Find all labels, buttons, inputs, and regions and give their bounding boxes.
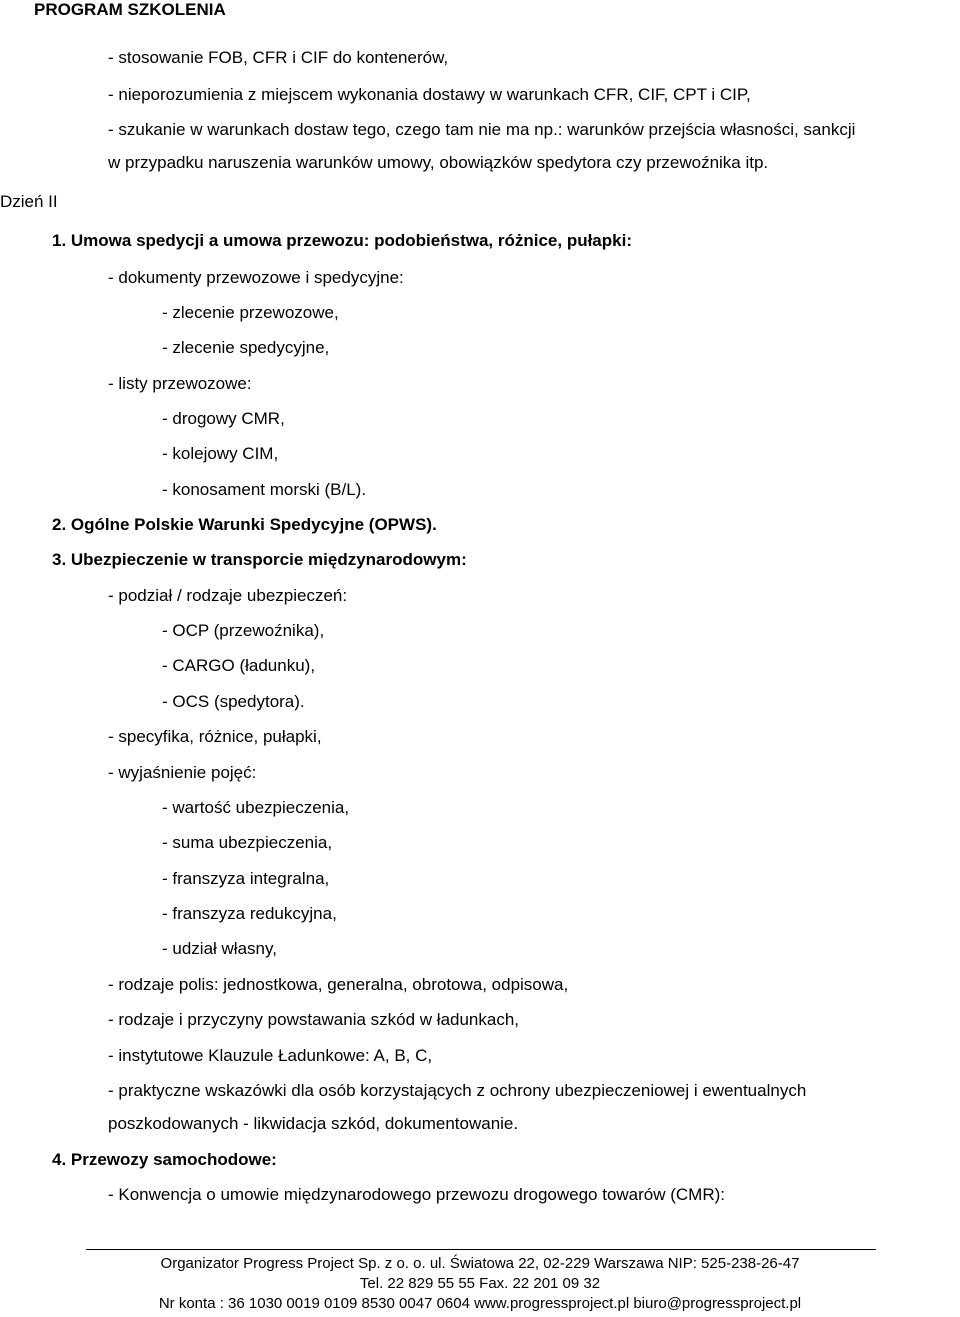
list-item: - konosament morski (B/L). [162,480,367,499]
list-item: - udział własny, [162,939,277,958]
list-item: - rodzaje i przyczyny powstawania szkód w ładunkach, [108,1010,520,1029]
footer-account: Nr konta : 36 1030 0019 0109 8530 0047 0604 www.progressproject.pl biuro@progressproject.pl [158,1295,802,1312]
list-item: - drogowy CMR, [162,409,285,428]
section-heading: 4. Przewozy samochodowe: [52,1150,277,1169]
list-item: poszkodowanych - likwidacja szkód, dokumentowanie. [108,1114,519,1133]
list-item: - franszyza integralna, [162,869,330,888]
footer-divider [86,1249,876,1250]
section-heading: 1. Umowa spedycji a umowa przewozu: podobieństwa, różnice, pułapki: [52,231,632,250]
intro-item: - stosowanie FOB, CFR i CIF do kontenerów, [108,48,449,67]
section-heading: 2. Ogólne Polskie Warunki Spedycyjne (OPWS). [52,515,437,534]
list-item: - zlecenie przewozowe, [162,303,339,322]
list-item: - Konwencja o umowie międzynarodowego przewozu drogowego towarów (CMR): [108,1185,726,1204]
footer-contact: Tel. 22 829 55 55 Fax. 22 201 09 32 [359,1275,601,1292]
intro-item: - szukanie w warunkach dostaw tego, czego tam nie ma np.: warunków przejścia własności, sankcji [108,120,856,139]
list-item: - instytutowe Klauzule Ładunkowe: A, B, C, [108,1046,433,1065]
list-item: - podział / rodzaje ubezpieczeń: [108,586,348,605]
section-heading: 3. Ubezpieczenie w transporcie międzynarodowym: [52,550,467,569]
list-item: - rodzaje polis: jednostkowa, generalna, obrotowa, odpisowa, [108,975,569,994]
list-item: - CARGO (ładunku), [162,656,316,675]
intro-item: - nieporozumienia z miejscem wykonania dostawy w warunkach CFR, CIF, CPT i CIP, [108,85,751,104]
list-item: - suma ubezpieczenia, [162,833,333,852]
list-item: - zlecenie spedycyjne, [162,338,330,357]
list-item: - listy przewozowe: [108,374,252,393]
list-item: - wyjaśnienie pojęć: [108,763,257,782]
list-item: - OCS (spedytora). [162,692,305,711]
page-title: PROGRAM SZKOLENIA [34,0,226,19]
list-item: - wartość ubezpieczenia, [162,798,350,817]
list-item: - OCP (przewoźnika), [162,621,325,640]
list-item: - specyfika, różnice, pułapki, [108,727,322,746]
intro-item: w przypadku naruszenia warunków umowy, obowiązków spedytora czy przewoźnika itp. [108,153,769,172]
list-item: - franszyza redukcyjna, [162,904,337,923]
list-item: - praktyczne wskazówki dla osób korzystających z ochrony ubezpieczeniowej i ewentualnych [108,1081,807,1100]
day-label: Dzień II [0,192,58,211]
list-item: - kolejowy CIM, [162,444,279,463]
list-item: - dokumenty przewozowe i spedycyjne: [108,268,404,287]
footer-organizer: Organizator Progress Project Sp. z o. o. ul. Światowa 22, 02-229 Warszawa NIP: 525-238-26-47 [160,1255,800,1272]
